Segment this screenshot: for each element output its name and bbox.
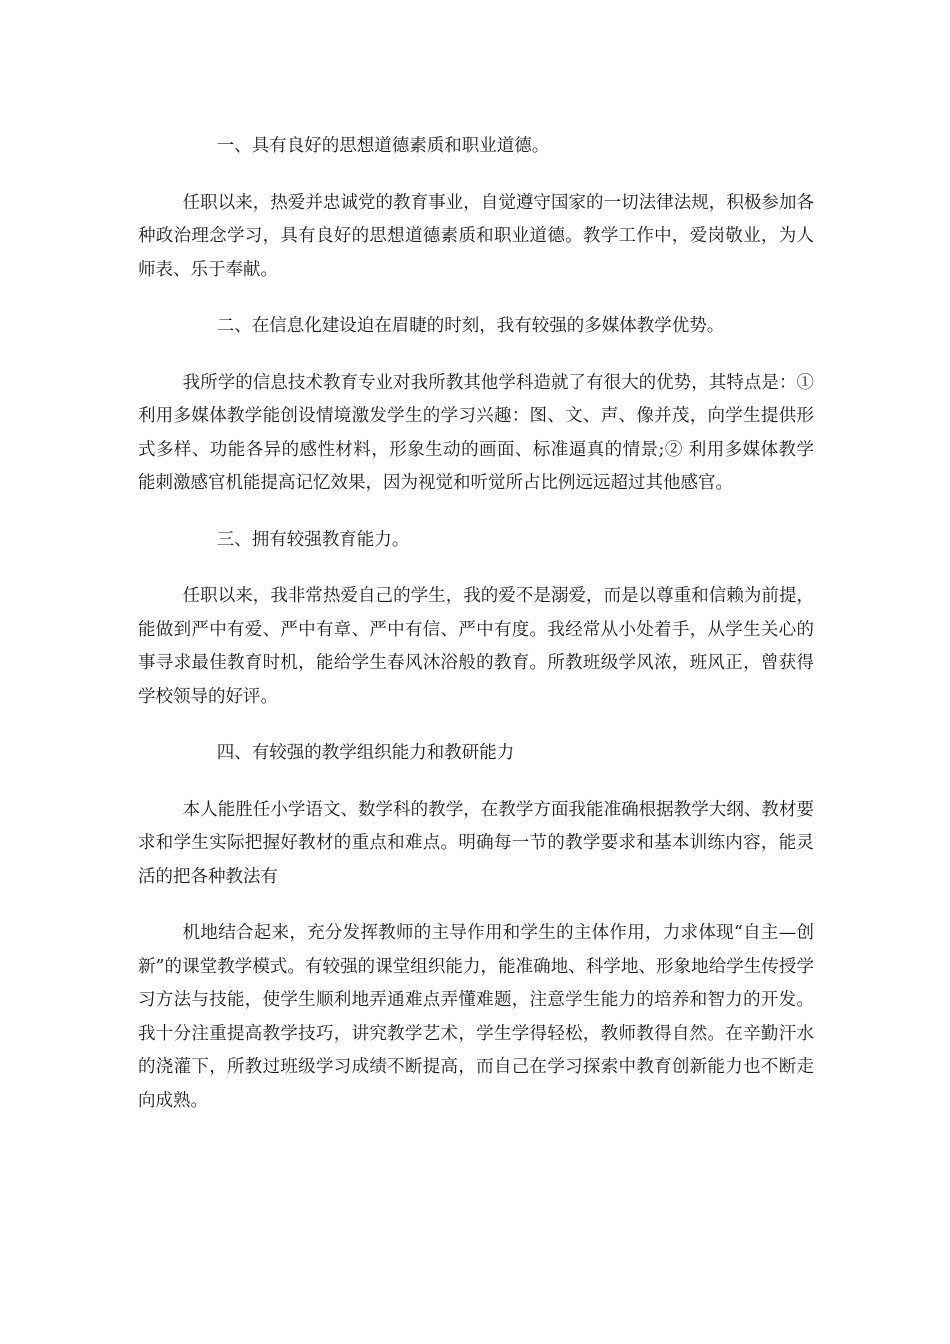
document-body [138,130,814,1141]
section-heading-2: 二、在信息化建设迫在眉睫的时刻，我有较强的多媒体教学优势。 [216,316,725,336]
section-heading-1: 一、具有良好的思想道德素质和职业道德。 [216,136,550,156]
section-paragraph-1: 任职以来，热爱并忠诚党的教育事业，自觉遵守国家的一切法律法规，积极参加各种政治理念学习，具有良好的思想道德素质和职业道德。教学工作中，爱岗敬业，为人师表、乐于奉献。 [138,192,814,280]
section-paragraph-2: 我所学的信息技术教育专业对我所教其他学科造就了有很大的优势，其特点是：①利用多媒体教学能创设情境激发学生的学习兴趣：图、文、声、像并茂，向学生提供形式多样、功能各异的感性材料，形象生动的画面、标准逼真的情景;② 利用多媒体教学能刺激感官机能提高记忆效果，因为视觉和听觉所占比例远远超过其他感官。 [138,372,814,493]
section-heading-4: 四、有较强的教学组织能力和教研能力 [216,743,515,763]
section-heading-3: 三、拥有较强教育能力。 [216,529,410,550]
section-paragraph-3: 任职以来，我非常热爱自己的学生，我的爱不是溺爱，而是以尊重和信赖为前提，能做到严中有爱、严中有章、严中有信、严中有度。我经常从小处着手，从学生关心的事寻求最佳教育时机，能给学生春风沐浴般的教育。所教班级学风浓，班风正，曾获得学校领导的好评。 [138,586,814,707]
section-paragraph-4b: 机地结合起来，充分发挥教师的主导作用和学生的主体作用，力求体现“自主—创新”的课堂教学模式。有较强的课堂组织能力，能准确地、科学地、形象地给学生传授学习方法与技能，使学生顺利地弄通难点弄懂难题，注意学生能力的培养和智力的开发。我十分注重提高教学技巧，讲究教学艺术，学生学得轻松，教师教得自然。在辛勤汗水的浇灌下，所教过班级学习成绩不断提高，而自己在学习探索中教育创新能力也不断走向成熟。 [138,923,814,1111]
section-paragraph-4a: 本人能胜任小学语文、数学科的教学，在教学方面我能准确根据教学大纲、教材要求和学生实际把握好教材的重点和难点。明确每一节的教学要求和基本训练内容，能灵活的把各种教法有 [138,799,814,887]
